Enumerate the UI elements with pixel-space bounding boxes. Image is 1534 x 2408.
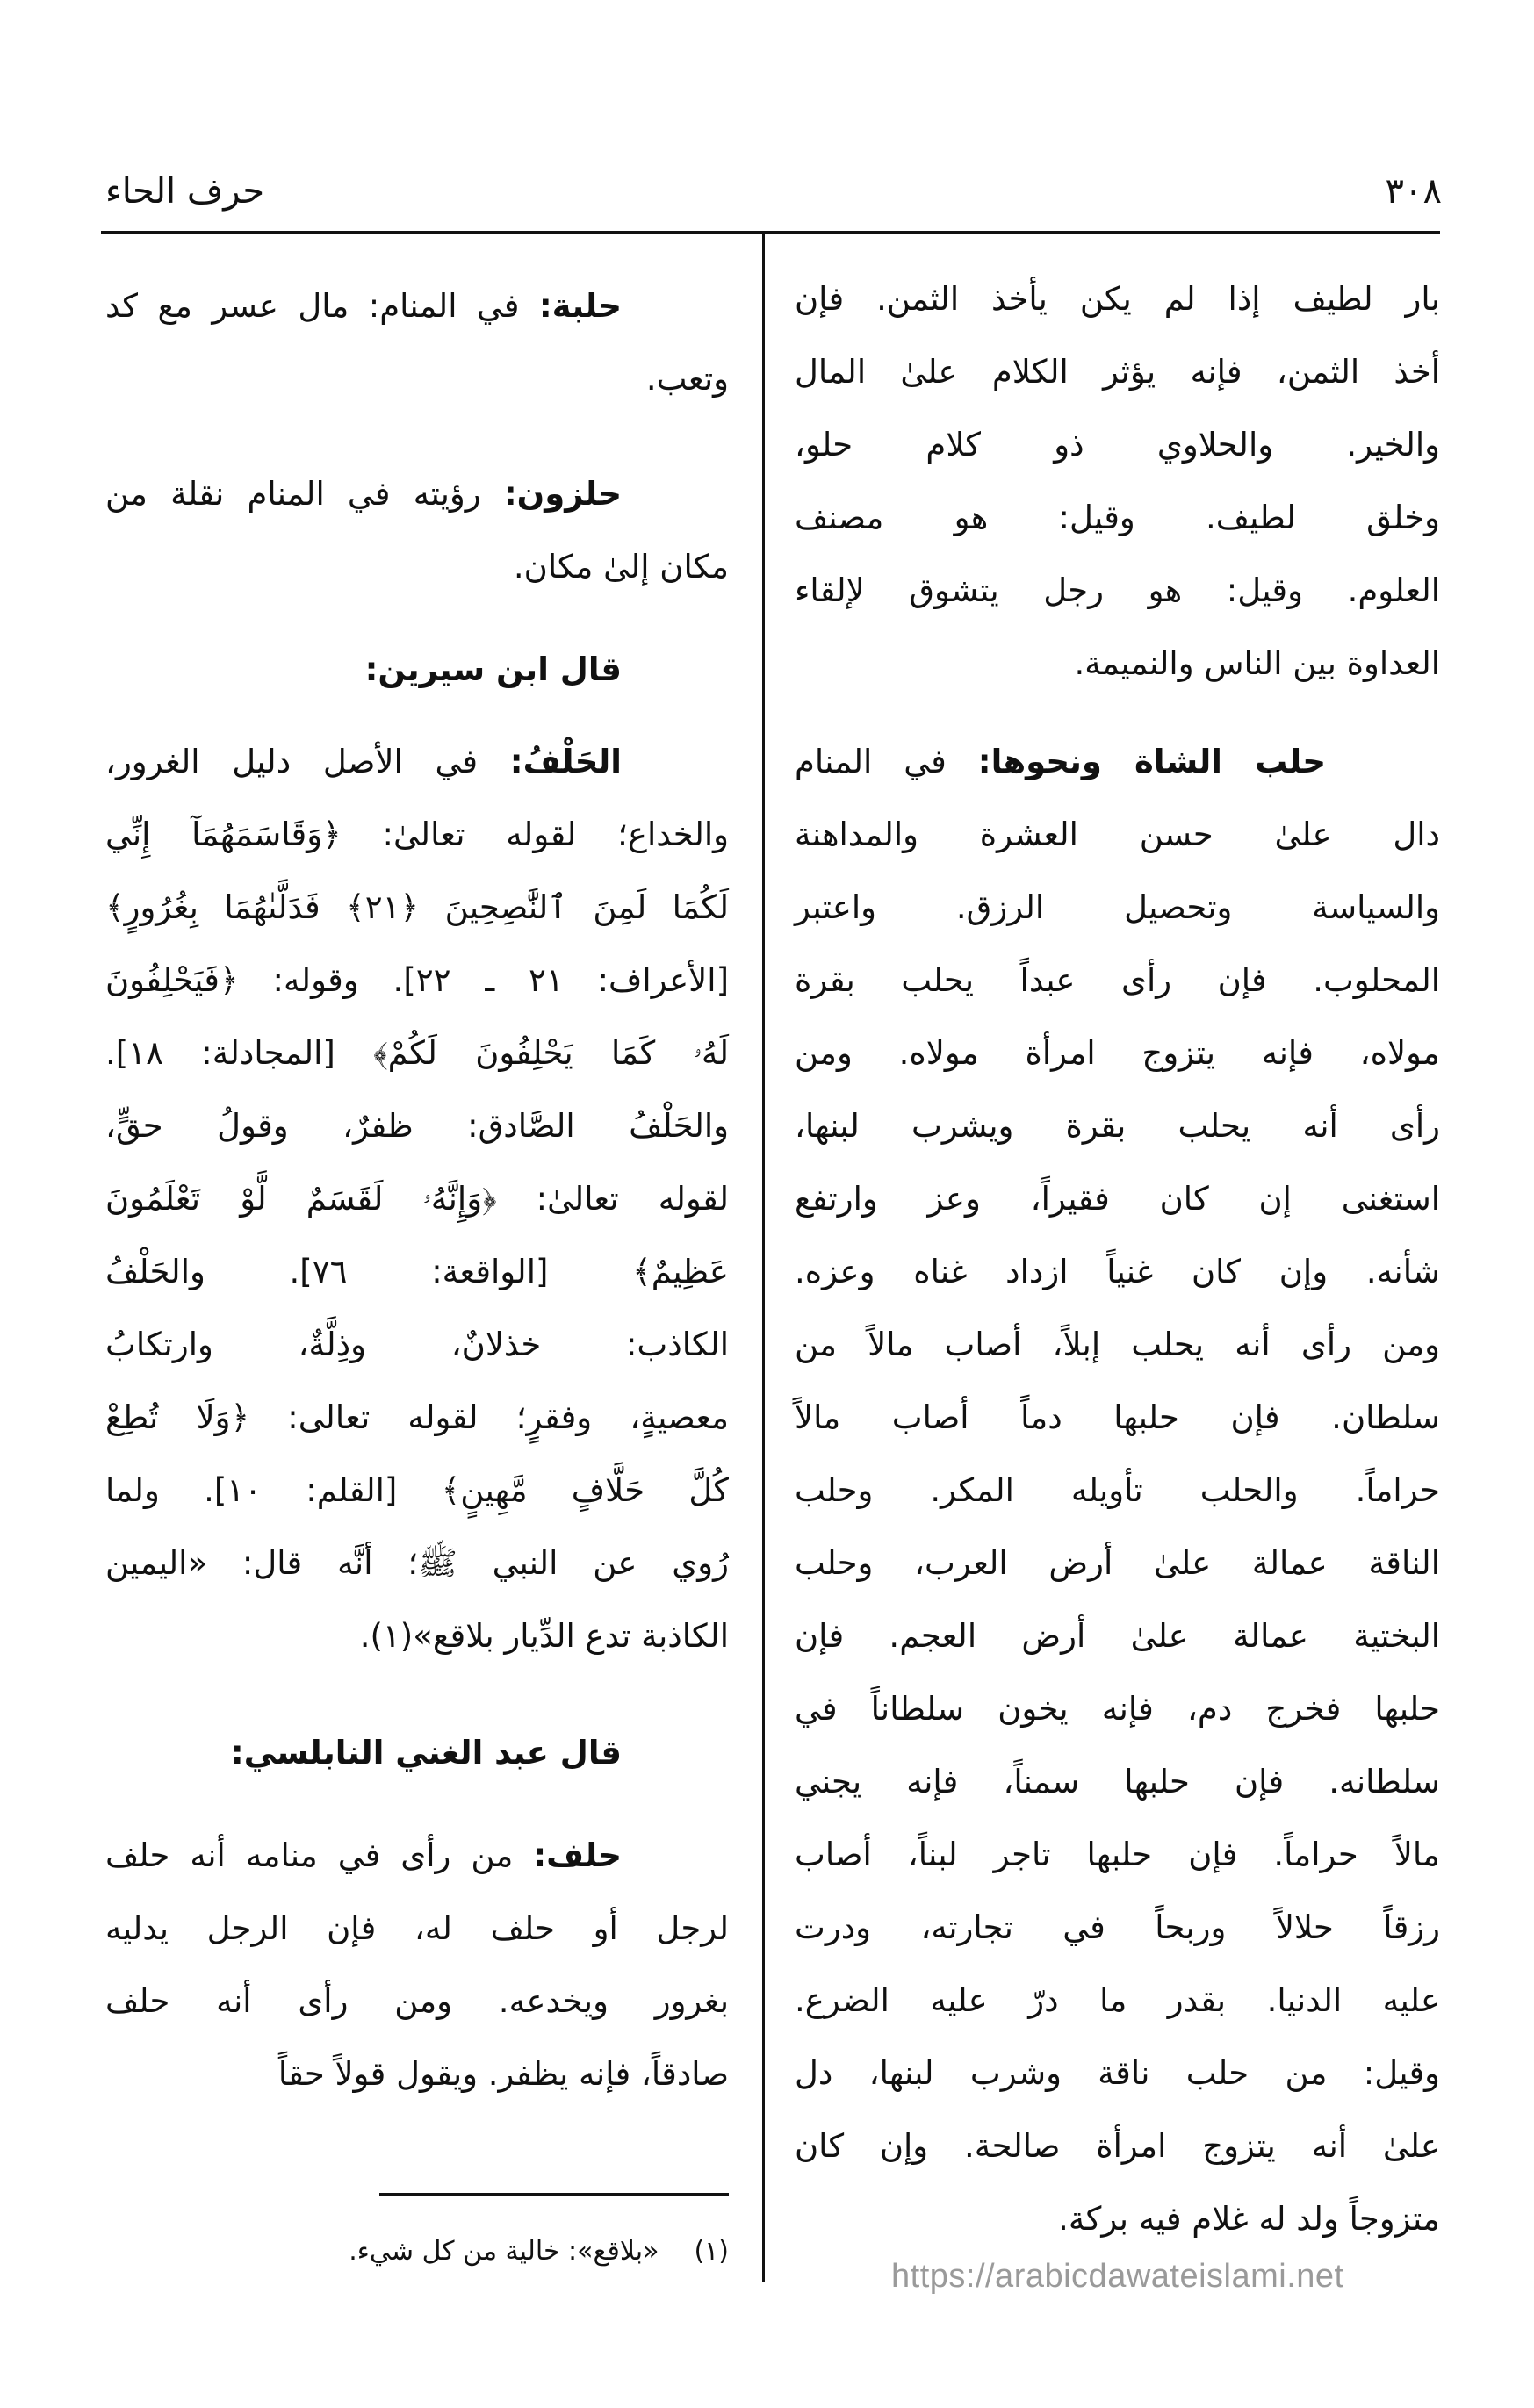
text-line (795, 941, 1440, 1020)
section-heading: قال ابن سيرين: (364, 651, 622, 688)
line-text: كُلَّ حَلَّافٍ مَّهِينٍ﴾ [القلم: ١٠]. ولما (105, 1471, 729, 1509)
line-text: العلوم. وقيل: هو رجل يتشوق لإلقاء (795, 571, 1440, 609)
text-line (795, 1451, 1440, 1530)
text-line (795, 1597, 1440, 1676)
line-text: استغنى إن كان فقيراً، وعز وارتفع (795, 1180, 1440, 1218)
page-number: ٣٠٨ (1385, 171, 1442, 212)
text-line (105, 2035, 729, 2114)
text-line (795, 1305, 1440, 1384)
text-line (105, 1087, 729, 1166)
line-text: حلبها فخرج دم، فإنه يخون سلطاناً في (795, 1690, 1440, 1728)
text-line (795, 624, 1440, 703)
text-line (795, 1160, 1440, 1239)
text-line (105, 1816, 622, 1895)
footnote-number: (١) (694, 2236, 729, 2267)
line-text: مكان إلىٰ مكان. (513, 548, 729, 586)
entry-term: حلبة: (538, 287, 622, 325)
text-line (105, 1451, 729, 1530)
line-text: في المنام (795, 743, 947, 780)
column-divider (762, 233, 765, 2282)
running-title: حرف الحاء (105, 171, 265, 212)
text-line (105, 528, 729, 607)
text-line (105, 267, 622, 346)
text-line (795, 722, 1326, 801)
line-text: معصيةٍ، وفقرٍ؛ لقوله تعالى: ﴿وَلَا تُطِعْ (105, 1398, 729, 1436)
line-text: رُوي عن النبي ﷺ؛ أنَّه قال: «اليمين (105, 1544, 729, 1582)
line-text: وخلق لطيف. وقيل: هو مصنف (795, 499, 1440, 536)
footnote-text: «بلاقع»: خالية من كل شيء. (349, 2236, 659, 2267)
line-text: شأنه. وإن كان غنياً ازداد غناه وعزه. (795, 1253, 1440, 1290)
text-line (795, 1670, 1440, 1749)
text-line (795, 795, 1440, 874)
text-line (795, 1524, 1440, 1603)
line-text: وتعب. (645, 360, 729, 398)
line-text: والخير. والحلاوي ذو كلام حلو، (795, 426, 1440, 464)
line-text: والسياسة وتحصيل الرزق. واعتبر (795, 888, 1440, 926)
line-text: رؤيته في المنام نقلة من (105, 475, 481, 513)
header-rule (101, 231, 1440, 234)
line-text: مالاً حراماً. فإن حلبها تاجر لبناً، أصاب (795, 1836, 1440, 1873)
text-line (795, 1233, 1440, 1312)
text-line (105, 1524, 729, 1603)
line-text: لرجل أو حلف له، فإن الرجل يدليه (105, 1909, 729, 1947)
text-line (795, 1087, 1440, 1166)
text-line (795, 1961, 1440, 2040)
text-line (795, 478, 1440, 557)
text-line (795, 1743, 1440, 1822)
line-text: ومن رأى أنه يحلب إبلاً، أصاب مالاً من (795, 1326, 1440, 1363)
text-line (795, 2034, 1440, 2113)
text-line (105, 1962, 729, 2041)
footnote (105, 2225, 729, 2278)
line-text: العداوة بين الناس والنميمة. (1074, 644, 1440, 682)
line-text: عَظِيمٌ﴾ [الواقعة: ٧٦]. والحَلْفُ (105, 1253, 729, 1290)
line-text: لقوله تعالىٰ: ﴿وَإِنَّهُۥ لَقَسَمٌ لَّوْ تَعْلَمُونَ (105, 1180, 729, 1218)
text-line (105, 1233, 729, 1312)
text-line (105, 795, 729, 874)
line-text: في الأصل دليل الغرور، (105, 743, 479, 780)
watermark: https://arabicdawateislami.net (891, 2258, 1344, 2295)
text-line (105, 1597, 729, 1676)
entry-term: حلف: (533, 1837, 622, 1874)
line-text: [الأعراف: ٢١ ـ ٢٢]. وقوله: ﴿فَيَحْلِفُونَ (105, 961, 729, 999)
section-heading: قال عبد الغني النابلسي: (230, 1734, 622, 1772)
text-line (105, 1889, 729, 1968)
line-text: لَهُۥ كَمَا يَحْلِفُونَ لَكُمْ﴾ [المجادلة: ١٨]. (105, 1034, 729, 1072)
line-text: الكاذبة تدع الدِّيار بلاقع»(١). (359, 1617, 729, 1655)
text-line (795, 260, 1440, 339)
text-line (105, 941, 729, 1020)
line-text: علىٰ أنه يتزوج امرأة صالحة. وإن كان (795, 2127, 1440, 2165)
line-text: رزقاً حلالاً وربحاً في تجارته، ودرت (795, 1908, 1440, 1946)
footnote-rule (379, 2193, 729, 2196)
entry-term: حلزون: (503, 475, 623, 513)
text-line (795, 1888, 1440, 1967)
text-line (795, 1378, 1440, 1457)
line-text: مولاه، فإنه يتزوج امرأة مولاه. ومن (795, 1034, 1440, 1072)
line-text: عليه الدنيا. بقدر ما درّ عليه الضرع. (795, 1981, 1440, 2019)
text-line (105, 1160, 729, 1239)
text-line (105, 340, 729, 419)
text-line (795, 406, 1440, 485)
line-text: متزوجاً ولد له غلام فيه بركة. (1058, 2200, 1440, 2238)
entry-term: الحَلْفُ: (509, 743, 622, 780)
line-text: من رأى في منامه أنه حلف (105, 1837, 514, 1874)
text-line (795, 551, 1440, 630)
text-line (105, 722, 622, 801)
text-line (105, 1378, 729, 1457)
line-text: صادقاً، فإنه يظفر. ويقول قولاً حقاً (277, 2055, 729, 2093)
line-text: لَكُمَا لَمِنَ ٱلنَّٰصِحِينَ ﴿٢١﴾ فَدَلَّىٰهُمَا بِغُرُورٍ﴾ (105, 888, 729, 926)
text-line (105, 868, 729, 947)
entry-term: حلب الشاة ونحوها: (977, 743, 1327, 780)
line-text: سلطان. فإن حلبها دماً أصاب مالاً (795, 1398, 1440, 1436)
line-text: وقيل: من حلب ناقة وشرب لبنها، دل (795, 2054, 1440, 2092)
line-text: المحلوب. فإن رأى عبداً يحلب بقرة (795, 961, 1440, 999)
text-line (795, 868, 1440, 947)
line-text: حراماً. والحلب تأويله المكر. وحلب (795, 1471, 1440, 1509)
line-text: البختية عمالة علىٰ أرض العجم. فإن (795, 1617, 1440, 1655)
line-text: أخذ الثمن، فإنه يؤثر الكلام علىٰ المال (795, 353, 1440, 391)
line-text: والخداع؛ لقوله تعالىٰ: ﴿وَقَاسَمَهُمَآ إِنِّي (105, 816, 729, 853)
text-line (105, 1014, 729, 1093)
line-text: الناقة عمالة علىٰ أرض العرب، وحلب (795, 1544, 1440, 1582)
text-line (795, 1815, 1440, 1894)
line-text: والحَلْفُ الصَّادق: ظفرٌ، وقولُ حقٍّ، (105, 1107, 729, 1145)
text-line (795, 2180, 1440, 2259)
text-line (795, 333, 1440, 412)
line-text: بغرور ويخدعه. ومن رأى أنه حلف (105, 1982, 729, 2020)
line-text: بار لطيف إذا لم يكن يأخذ الثمن. فإن (795, 280, 1440, 318)
line-text: في المنام: مال عسر مع كد (105, 287, 520, 325)
text-line (795, 1014, 1440, 1093)
text-line (105, 1305, 729, 1384)
text-line (795, 2107, 1440, 2186)
line-text: دال علىٰ حسن العشرة والمداهنة (795, 816, 1440, 853)
text-line (105, 455, 622, 534)
line-text: الكاذب: خذلانٌ، وذِلَّةٌ، وارتكابُ (105, 1326, 729, 1363)
line-text: رأى أنه يحلب بقرة ويشرب لبنها، (795, 1107, 1440, 1145)
line-text: سلطانه. فإن حلبها سمناً، فإنه يجني (795, 1763, 1440, 1801)
